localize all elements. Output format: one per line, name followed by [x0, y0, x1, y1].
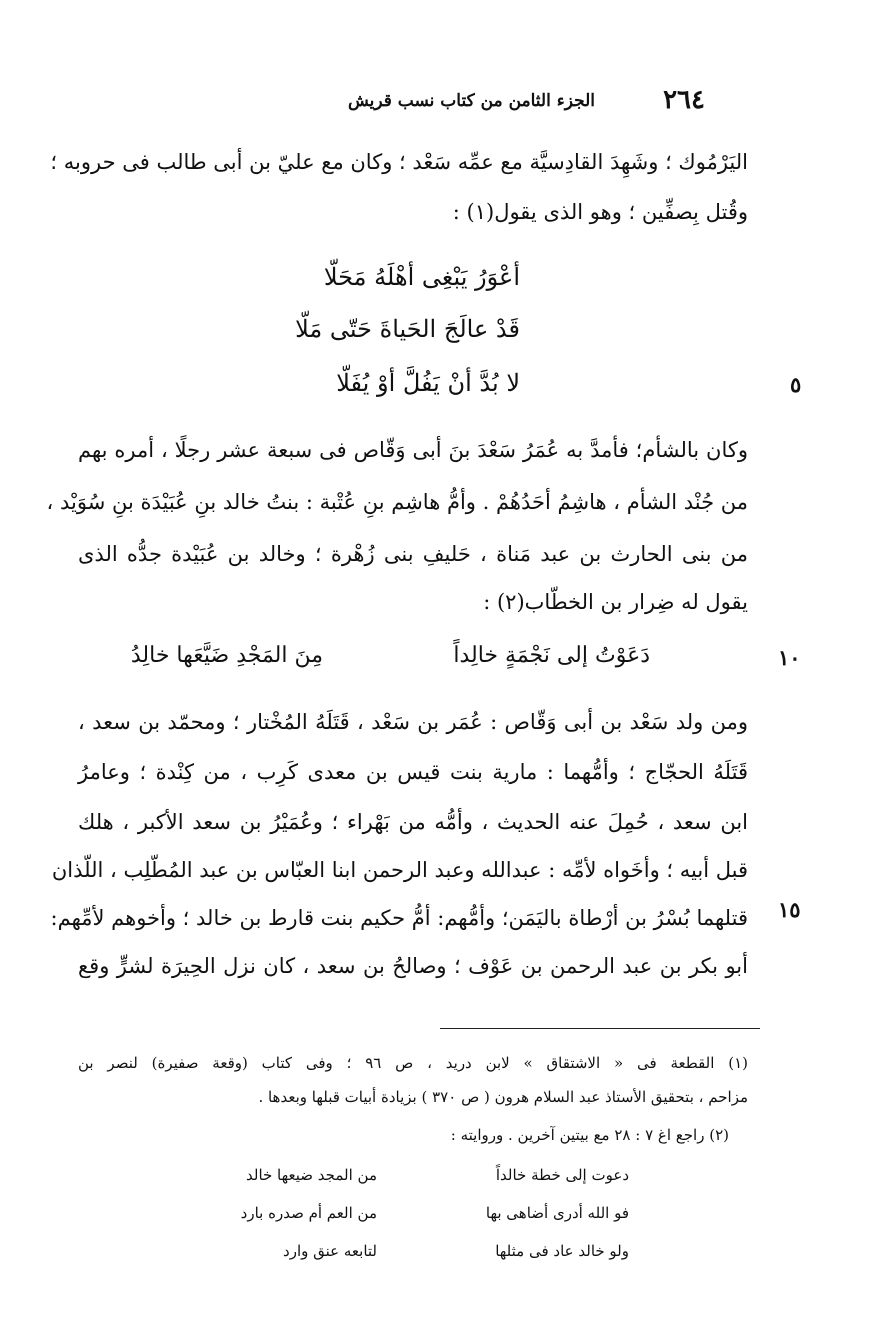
footnote-separator [440, 1028, 760, 1029]
page-number: ٢٦٤ [663, 85, 705, 115]
body-line-5: من بنى الحارث بن عبد مَناة ، حَليفِ بنى زُهْرة ؛ وخالد بن عُبَيْدة جدُّه الذى [78, 542, 748, 566]
couplet-second-hemistich: مِنَ المَجْدِ ضَيَّعَها خالِدُ [130, 643, 323, 668]
verse-line-1: أعْوَرُ يَبْغِى أهْلَهُ مَحَلّا [323, 263, 520, 291]
body-line-6: يقول له ضِرار بن الخطّاب(٢) : [483, 590, 748, 614]
body-line-9: ابن سعد ، حُمِلَ عنه الحديث ، وأمُّه من بَهْراء ؛ وعُمَيْرُ بن سعد الأكبر ، هلك [78, 810, 748, 834]
footnote-verse-2-second: من العم أم صدره بارد [240, 1204, 377, 1222]
line-number-10: ١٠ [778, 645, 801, 670]
line-number-5: ٥ [790, 372, 802, 397]
body-line-1: اليَرْمُوك ؛ وشَهِدَ القادِسيَّة مع عمِّه سَعْد ؛ وكان مع عليّ بن أبى طالب فى حروبه ؛ [50, 150, 748, 174]
footnote-verse-2-first: فو الله أدرى أضاهى بها [485, 1204, 629, 1222]
verse-line-2: قَدْ عالَجَ الحَياةَ حَتّى مَلّا [295, 315, 520, 343]
footnote-verse-3-second: لتابعه عنق وارد [283, 1242, 377, 1260]
body-line-11: قتلهما بُسْرُ بن أرْطاة باليَمَن؛ وأمُّهم: أمُّ حكيم بنت قارط بن خالد ؛ وأخوهم لأمِّهم: [50, 906, 748, 930]
line-number-15: ١٥ [778, 897, 801, 922]
body-line-2: وقُتل بِصفِّين ؛ وهو الذى يقول(١) : [452, 200, 748, 224]
footnote-1-line-2: مزاحم ، بتحقيق الأستاذ عبد السلام هرون ( ص ٣٧٠ ) بزيادة أبيات قبلها وبعدها . [258, 1088, 748, 1106]
body-line-3: وكان بالشأم؛ فأمدَّ به عُمَرُ سَعْدَ بنَ أبى وَقّاص فى سبعة عشر رجلًا ، أمره بهم [78, 438, 748, 462]
footnote-verse-3-first: ولو خالد عاد فى مثلها [495, 1242, 629, 1260]
couplet-first-hemistich: دَعَوْتُ إلى نَجْمَةٍ خالِداً [453, 643, 650, 668]
body-line-4: من جُنْد الشأم ، هاشِمُ أحَدُهُمْ . وأمُّ هاشِم بنِ عُتْبة : بنتُ خالد بنِ عُبَيْدَة بنِ سُوَيْد ، [46, 490, 748, 514]
body-line-7: ومن ولد سَعْد بن أبى وَقّاص : عُمَر بن سَعْد ، قَتَلَهُ المُخْتار ؛ ومحمّد بن سعد ، [78, 710, 748, 734]
page-header [285, 85, 705, 121]
footnote-1-line-1: (١) القطعة فى « الاشتقاق » لابن دريد ، ص ٩٦ ؛ وفى كتاب (وقعة صفيرة) لنصر بن [78, 1054, 748, 1072]
verse-line-3: لا بُدَّ أنْ يَفُلَّ أوْ يُفَلّا [336, 369, 520, 397]
footnote-verse-1-second: من المجد ضيعها خالد [246, 1166, 377, 1184]
body-line-8: قَتَلَهُ الحجّاج ؛ وأمُّهما : مارية بنت قيس بن معدى كَرِب ، من كِنْدة ؛ وعامرُ [78, 760, 748, 784]
footnote-2: (٢) راجع اغ ٧ : ٢٨ مع بيتين آخرين . وروايته : [450, 1126, 729, 1144]
body-line-10: قبل أبيه ؛ وأخَواه لأمِّه : عبدالله وعبد الرحمن ابنا العبّاس بن عبد المُطّلِب ، اللّذان [51, 858, 748, 882]
footnote-verse-1-first: دعوت إلى خطة خالداً [495, 1166, 629, 1184]
running-title: الجزء الثامن من كتاب نسب قريش [347, 91, 595, 111]
body-line-12: أبو بكر بن عبد الرحمن بن عَوْف ؛ وصالحُ بن سعد ، كان نزل الحِيرَة لشرٍّ وقع [78, 954, 748, 978]
